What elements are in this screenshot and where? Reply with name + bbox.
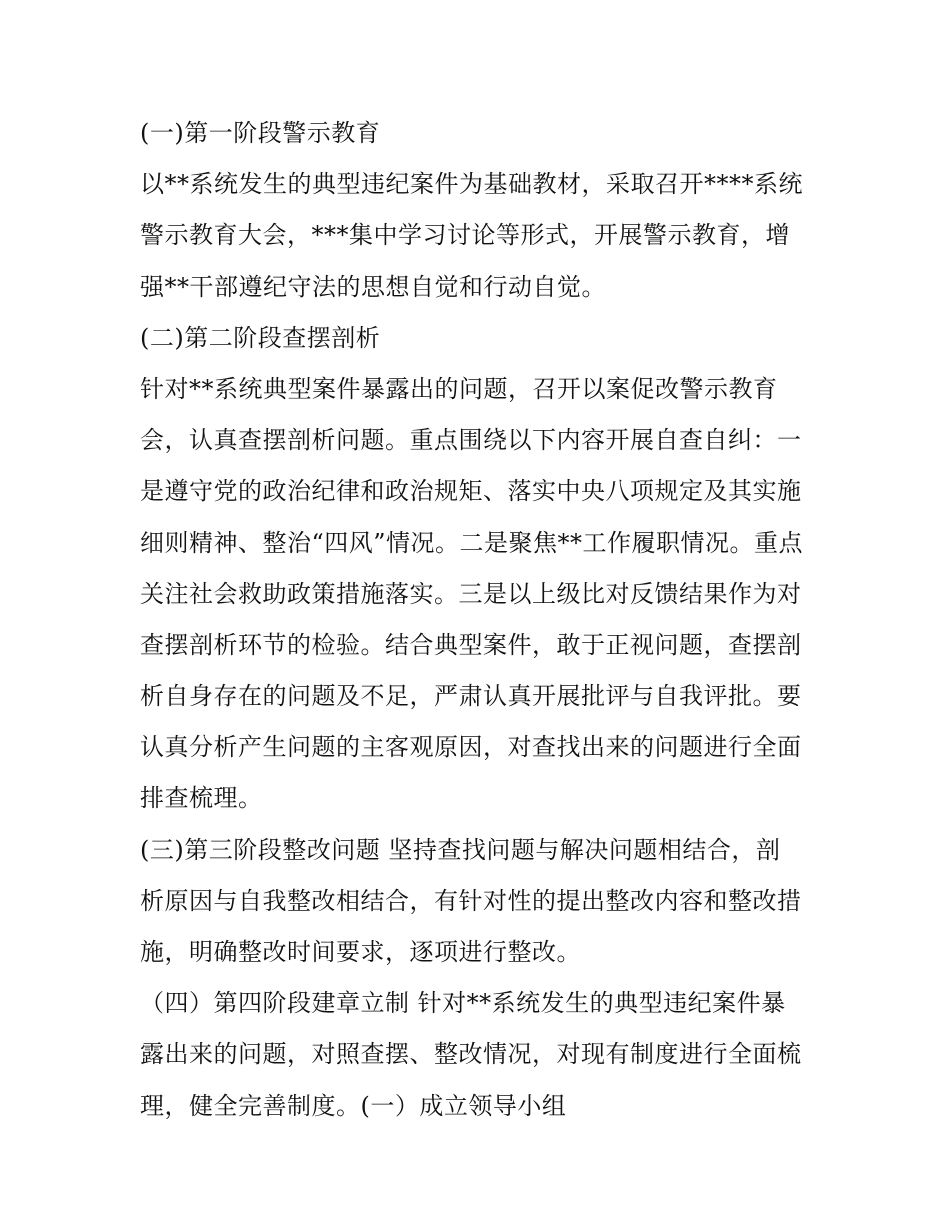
paragraph-line: 针对**系统典型案件暴露出的问题，召开以案促改警示教育 bbox=[140, 374, 778, 403]
paragraph-line: 析自身存在的问题及不足，严肃认真开展批评与自我评批。要 bbox=[140, 682, 802, 711]
paragraph-line: 关注社会救助政策措施落实。三是以上级比对反馈结果作为对 bbox=[140, 579, 802, 608]
paragraph-line: 会，认真查摆剖析问题。重点围绕以下内容开展自查自纠：一 bbox=[140, 426, 802, 455]
paragraph-line: 排查梳理。 bbox=[140, 784, 263, 813]
section-heading-stage-1: (一)第一阶段警示教育 bbox=[140, 119, 381, 147]
paragraph-line: 认真分析产生问题的主客观原因，对查找出来的问题进行全面 bbox=[140, 733, 802, 762]
section-heading-stage-4: （四）第四阶段建章立制 针对**系统发生的典型违纪案件暴 bbox=[140, 989, 786, 1018]
section-heading-stage-3: (三)第三阶段整改问题 坚持查找问题与解决问题相结合，剖 bbox=[140, 835, 781, 864]
paragraph-line: 警示教育大会，***集中学习讨论等形式，开展警示教育，增 bbox=[140, 221, 790, 250]
paragraph-line: 施，明确整改时间要求，逐项进行整改。 bbox=[140, 938, 581, 966]
document-body bbox=[140, 108, 820, 1132]
section-heading-stage-2: (二)第二阶段查摆剖析 bbox=[140, 323, 381, 352]
paragraph-line: 析原因与自我整改相结合，有针对性的提出整改内容和整改措 bbox=[140, 886, 802, 915]
paragraph-line: 以**系统发生的典型违纪案件为基础教材，采取召开****系统 bbox=[140, 170, 803, 199]
paragraph-line: 露出来的问题，对照查摆、整改情况，对现有制度进行全面梳 bbox=[140, 1040, 802, 1069]
paragraph-line: 细则精神、整治“四风”情况。二是聚焦**工作履职情况。重点 bbox=[140, 528, 804, 557]
paragraph-line: 理，健全完善制度。(一）成立领导小组 bbox=[140, 1091, 567, 1120]
paragraph-line: 查摆剖析环节的检验。结合典型案件，敢于正视问题，查摆剖 bbox=[140, 630, 802, 659]
paragraph-line: 强**干部遵纪守法的思想自觉和行动自觉。 bbox=[140, 272, 606, 301]
paragraph-line: 是遵守党的政治纪律和政治规矩、落实中央八项规定及其实施 bbox=[140, 477, 802, 506]
